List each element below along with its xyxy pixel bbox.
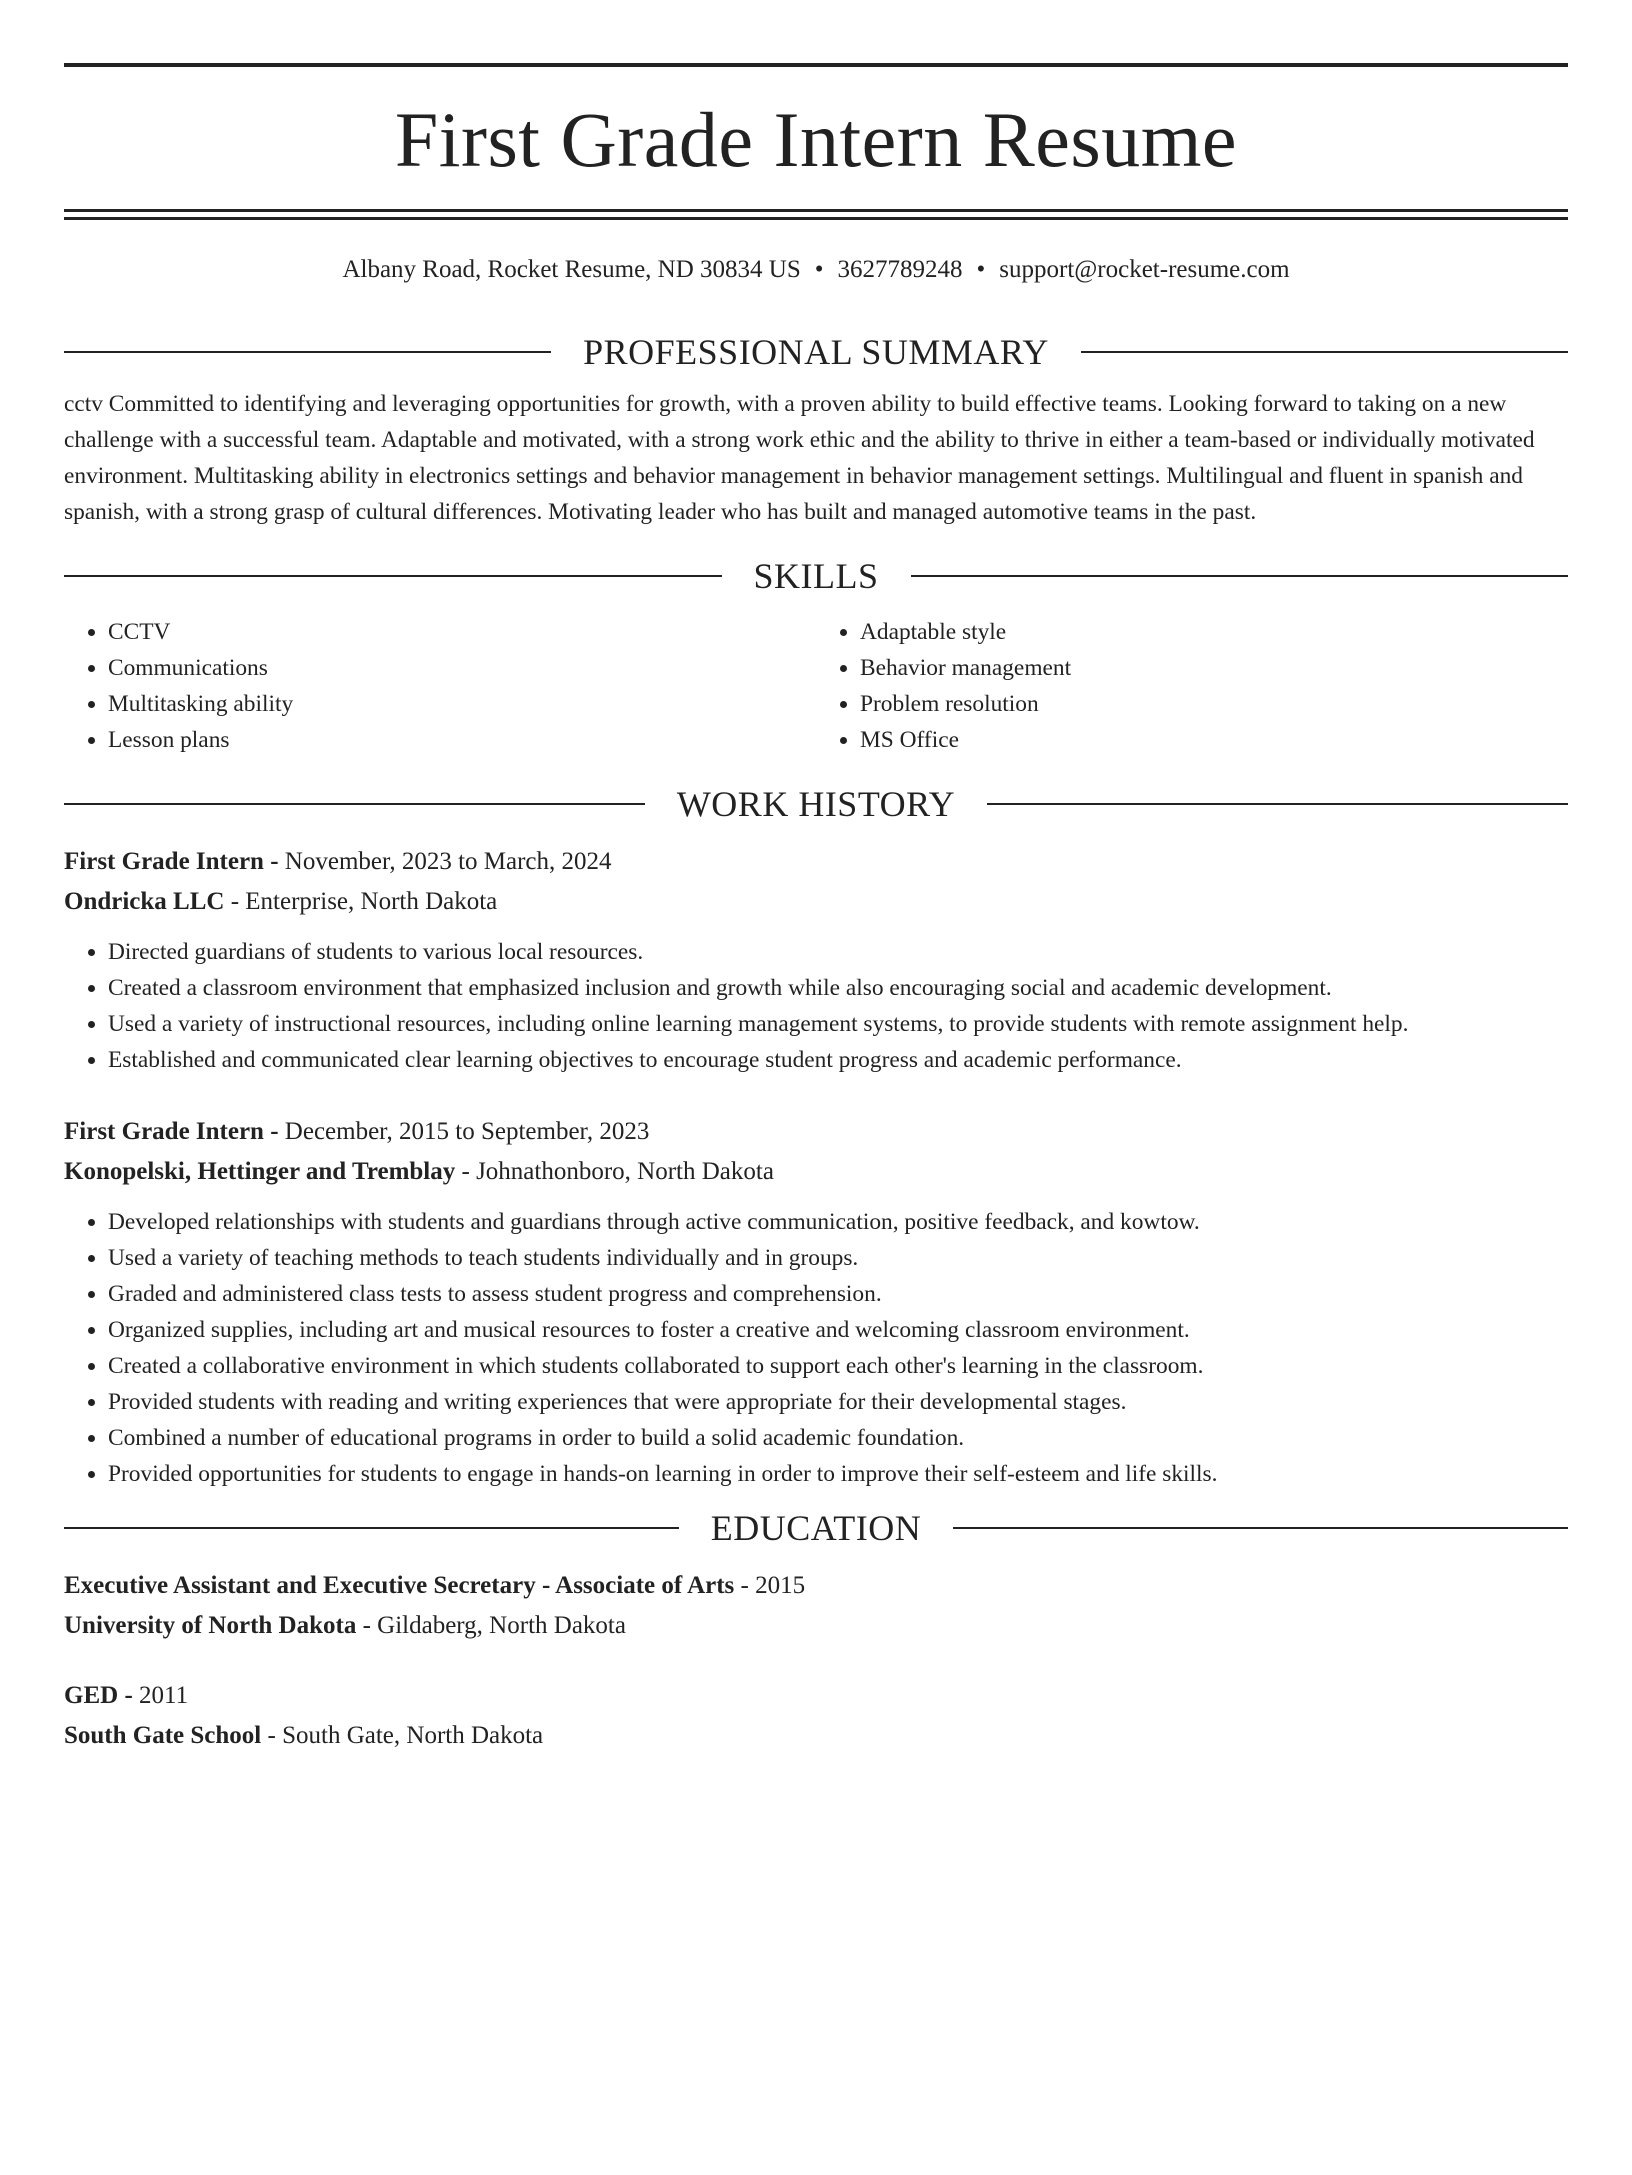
top-rule [64, 63, 1568, 67]
education-location: Gildaberg, North Dakota [377, 1612, 626, 1639]
heading-rule [1081, 351, 1568, 353]
job-bullets [64, 1204, 1568, 1492]
job-bullet: • Provided opportunities for students to engage in hands-on learning in order to improve their self-esteem and life skills. [108, 1456, 1568, 1492]
skill-item: • MS Office [860, 722, 1568, 758]
job-entry [64, 842, 1568, 1078]
skill-item: • Communications [108, 650, 816, 686]
skill-item: • Lesson plans [108, 722, 816, 758]
heading-rule [953, 1527, 1568, 1529]
contact-phone: 3627789248 [837, 256, 963, 283]
education-school-line: University of North Dakota - Gildaberg, North Dakota [64, 1612, 626, 1639]
job-bullet: • Directed guardians of students to various local resources. [108, 934, 1568, 970]
skill-item: • Adaptable style [860, 614, 1568, 650]
education-degree: GED [64, 1682, 119, 1709]
job-title: First Grade Intern [64, 1118, 264, 1145]
job-company-line: Ondricka LLC - Enterprise, North Dakota [64, 888, 498, 915]
job-entry [64, 1112, 1568, 1492]
education-school-line: South Gate School - South Gate, North Dakota [64, 1722, 544, 1749]
skills-list-right [816, 614, 1568, 758]
section-title: EDUCATION [710, 1508, 922, 1548]
job-title: First Grade Intern [64, 848, 264, 875]
education-year: 2015 [755, 1572, 806, 1599]
section-heading-summary [64, 330, 1568, 374]
section-title: PROFESSIONAL SUMMARY [583, 332, 1049, 372]
section-heading-education [64, 1506, 1568, 1550]
education-school: University of North Dakota [64, 1612, 357, 1639]
skills-list-left [64, 614, 816, 758]
contact-line [64, 254, 1568, 286]
section-title: SKILLS [753, 556, 879, 596]
summary-text: cctv Committed to identifying and leveraging opportunities for growth, with a proven ability to build effective teams. Looking forward to taking on a new challenge with a successful team. Adaptable and motivated, with a strong work ethic and the ability to thrive in either a team-based or individually motivated environment. Multitasking ability in electronics settings and behavior management in behavior management settings. Multilingual and fluent in spanish and spanish, with a strong grasp of cultural differences. Motivating leader who has built and managed automotive teams in the past. [64, 391, 1535, 525]
education-school: South Gate School [64, 1722, 262, 1749]
job-company-line: Konopelski, Hettinger and Tremblay - Johnathonboro, North Dakota [64, 1158, 774, 1185]
section-heading-work [64, 782, 1568, 826]
education-entry [64, 1566, 1568, 1646]
education-location: South Gate, North Dakota [282, 1722, 544, 1749]
job-bullet: • Created a collaborative environment in which students collaborated to support each other's learning in the classroom. [108, 1348, 1568, 1384]
job-dates: November, 2023 to March, 2024 [284, 848, 612, 875]
job-bullet: • Developed relationships with students and guardians through active communication, positive feedback, and kowtow. [108, 1204, 1568, 1240]
job-bullet: • Graded and administered class tests to assess student progress and comprehension. [108, 1276, 1568, 1312]
job-dates: December, 2015 to September, 2023 [284, 1118, 650, 1145]
job-bullets [64, 934, 1568, 1078]
contact-separator: • [814, 256, 824, 283]
resume-page [0, 63, 1632, 2175]
section-title: WORK HISTORY [676, 784, 956, 824]
education-year: 2011 [139, 1682, 189, 1709]
contact-email: support@rocket-resume.com [999, 256, 1290, 283]
job-bullet: • Provided students with reading and writing experiences that were appropriate for their developmental stages. [108, 1384, 1568, 1420]
job-bullet: • Combined a number of educational programs in order to build a solid academic foundation. [108, 1420, 1568, 1456]
skills-columns [64, 614, 1568, 758]
heading-rule [911, 575, 1569, 577]
heading-rule [987, 803, 1568, 805]
heading-rule [64, 575, 722, 577]
title-double-rule [64, 209, 1568, 220]
section-heading-skills [64, 554, 1568, 598]
resume-title: First Grade Intern Resume [394, 96, 1238, 183]
skill-item: • Problem resolution [860, 686, 1568, 722]
skill-item: • Behavior management [860, 650, 1568, 686]
heading-rule [64, 803, 645, 805]
job-location: Enterprise, North Dakota [245, 888, 498, 915]
education-entry [64, 1676, 1568, 1756]
job-bullet: • Used a variety of teaching methods to teach students individually and in groups. [108, 1240, 1568, 1276]
heading-rule [64, 1527, 679, 1529]
education-degree: Executive Assistant and Executive Secretary - Associate of Arts [64, 1572, 735, 1599]
skill-item: • Multitasking ability [108, 686, 816, 722]
job-company: Konopelski, Hettinger and Tremblay [64, 1158, 456, 1185]
education-degree-line: Executive Assistant and Executive Secretary - Associate of Arts - 2015 [64, 1572, 806, 1599]
job-title-line: First Grade Intern - November, 2023 to March, 2024 [64, 848, 612, 875]
contact-address: Albany Road, Rocket Resume, ND 30834 US [342, 256, 801, 283]
job-bullet: • Established and communicated clear learning objectives to encourage student progress and academic performance. [108, 1042, 1568, 1078]
job-bullet: • Created a classroom environment that emphasized inclusion and growth while also encouraging social and academic development. [108, 970, 1568, 1006]
job-bullet: • Organized supplies, including art and musical resources to foster a creative and welcoming classroom environment. [108, 1312, 1568, 1348]
job-title-line: First Grade Intern - December, 2015 to September, 2023 [64, 1118, 650, 1145]
job-bullet: • Used a variety of instructional resources, including online learning management systems, to provide students with remote assignment help. [108, 1006, 1568, 1042]
job-location: Johnathonboro, North Dakota [476, 1158, 774, 1185]
contact-separator: • [976, 256, 986, 283]
job-company: Ondricka LLC [64, 888, 225, 915]
education-degree-line: GED - 2011 [64, 1682, 189, 1709]
skill-item: • CCTV [108, 614, 816, 650]
heading-rule [64, 351, 551, 353]
